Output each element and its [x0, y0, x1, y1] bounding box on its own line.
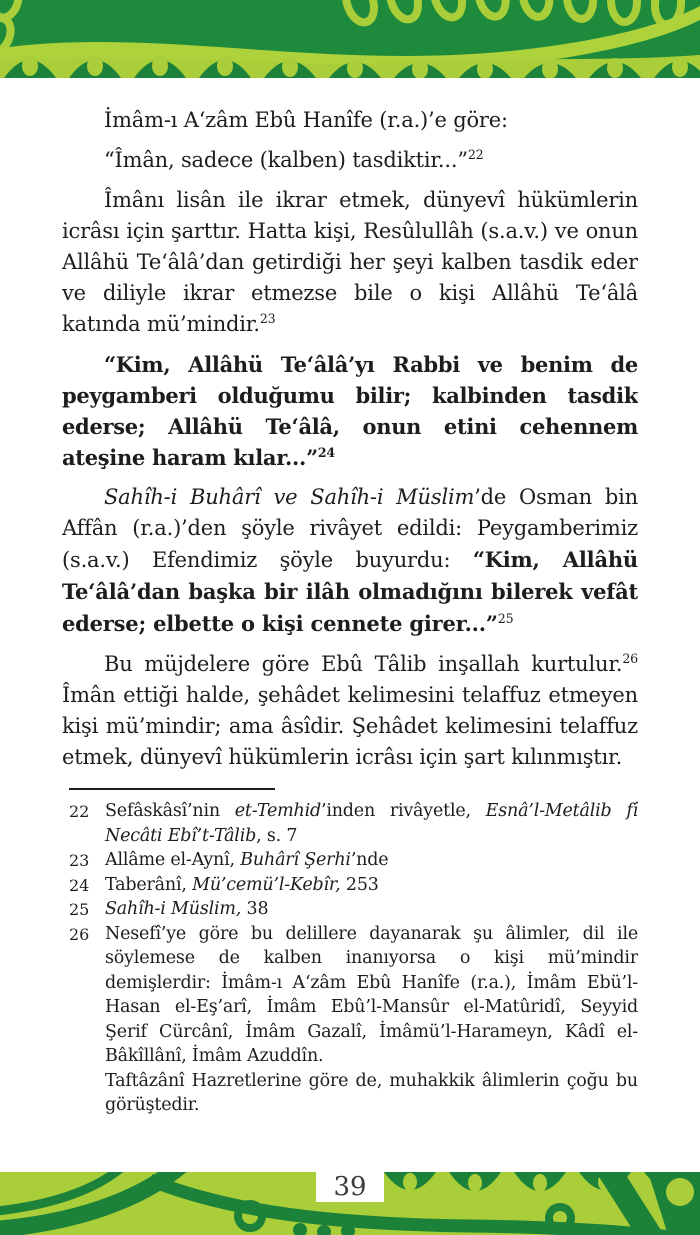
footnote-number: 26 — [69, 924, 90, 944]
page-number-text: 39 — [333, 1172, 367, 1202]
footnote-number: 23 — [69, 851, 90, 870]
rest-text: Îmân ettiği halde, şehâdet kelimesini telaffuz etmeyen kişi mü’mindir; ama âsîdir. Şehâdet kelimesini telaffuz etmek, dünyevî hükümlerin icrâsı için şart kılınmıştır. — [62, 683, 638, 769]
footnote-number: 25 — [69, 900, 90, 919]
footnote-number: 22 — [69, 802, 90, 821]
intro-text: İmâm-ı A‘zâm Ebû Hanîfe (r.a.)’e göre: — [104, 108, 508, 132]
footnote-23 — [62, 848, 638, 873]
fn-text-part: , s. 7 — [256, 825, 298, 846]
fn-text-part: ’nde — [350, 850, 389, 870]
footnote-number: 24 — [69, 875, 90, 895]
footnote-25 — [62, 897, 638, 922]
fn-text-part: ’inden rivâyetle, — [320, 801, 486, 821]
footnote-22 — [62, 799, 638, 848]
hadith-text-2: “Kim, Allâhü Te‘âlâ’dan başka bir ilâh olmadığını bilerek vefât ederse; elbette o kişi cennete girer...” — [62, 547, 638, 636]
footnote-24 — [62, 873, 638, 898]
fn-text-part: 253 — [340, 874, 379, 895]
footnote-text — [105, 801, 638, 846]
footnote-divider — [69, 788, 275, 790]
fn-text-part: Taftâzânî Hazretlerine göre de, muhakkik âlimlerin çoğu bu görüştedir. — [105, 1070, 638, 1115]
narration-text: ’de Osman bin Affân (r.a.)’den şöyle rivâyet edildi: Peygamberimiz (s.a.v.) Efendimiz şöyle buyurdu: — [62, 485, 638, 572]
fn-text-part: Taberânî, — [105, 874, 193, 895]
quote-iman — [62, 145, 638, 176]
paragraph-buhari-muslim — [62, 482, 638, 640]
footnote-text — [105, 922, 638, 1118]
footnote-ref-23: 23 — [259, 311, 276, 326]
fn-text-part: Sefâskâsî’nin — [105, 801, 235, 821]
quote-text: “Îmân, sadece (kalben) tasdiktir...” — [104, 148, 468, 172]
fn-italic-title: et-Temhid — [234, 801, 321, 821]
intro-line — [62, 105, 638, 136]
footnote-text — [105, 899, 268, 919]
page-content — [62, 78, 638, 1170]
lead-text: Bu müjdelere göre Ebû Tâlib inşallah kurtulur. — [104, 652, 623, 676]
hadith-quote-1 — [62, 349, 638, 473]
fn-text-part: Allâme el-Aynî, — [105, 850, 241, 870]
footnote-text — [105, 850, 388, 870]
hadith-text: “Kim, Allâhü Te‘âlâ’yı Rabbi ve benim de peygamberi olduğumu bilir; kalbinden tasdik ederse; Allâhü Te‘âlâ, onun etini cehennem ateşine haram kılar...” — [62, 352, 638, 470]
paragraph-ebu-talib — [62, 649, 638, 773]
footnote-ref-25: 25 — [497, 611, 514, 626]
footnote-ref-26: 26 — [622, 651, 638, 666]
footnote-ref-22: 22 — [467, 147, 484, 162]
fn-italic-title: Mü’cemü’l-Kebîr, — [192, 874, 341, 895]
paragraph-text: Îmânı lisân ile ikrar etmek, dünyevî hükümlerin icrâsı için şarttır. Hatta kişi, Resûlullâh (s.a.v.) ve onun Allâhü Te‘âlâ’dan getirdiği her şeyi kalben tasdik eder ve diliyle ikrar etmezse bile o kişi Allâhü Te‘âlâ katında mü’mindir. — [62, 188, 638, 336]
fn-italic-title: Esnâ’l-Metâlib fî Necâti Ebî’t-Tâlib — [105, 801, 638, 846]
fn-italic-title: Buhârî Şerhi — [240, 850, 351, 870]
fn-text-part: Nesefî’ye göre bu delillere dayanarak şu âlimler, dil ile söylemese de kalben inanıyorsa o kişi mü’mindir demişlerdir: İmâm-ı A‘zâm Ebû Hanîfe (r.a.), İmâm Ebü’l-Hasan el-Eş’arî, İmâm Ebû’l-Mansûr el-Matûridî, Seyyid Şerif Cürcânî, İmâm Gazalî, İmâmü’l-Harameyn, Kâdî el-Bâkîllânî, İmâm Azuddîn. — [105, 923, 638, 1066]
footnote-26 — [62, 922, 638, 1118]
fn-text-part: 38 — [241, 899, 269, 919]
page-number — [316, 1172, 384, 1202]
fn-italic-title: Sahîh-i Müslim, — [105, 899, 242, 919]
top-border-ornament — [0, 0, 700, 78]
footnote-text — [105, 875, 379, 895]
footnote-ref-24: 24 — [317, 445, 335, 460]
paragraph-ikrar — [62, 185, 638, 340]
book-titles: Sahîh-i Buhârî ve Sahîh-i Müslim — [104, 485, 475, 509]
